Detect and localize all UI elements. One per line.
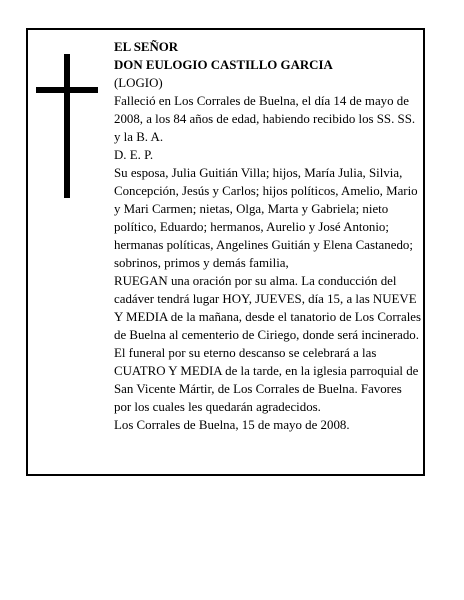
request-text: una oración por su alma. La conducción del cadáver tendrá lugar HOY, JUEVES, día 15, a las NUEVE Y MEDIA de la mañana, desde el tanatorio de Los Corrales de Buelna al cementerio de Ciriego, donde será incinerado. El funeral por su eterno descanso se celebrará a las CUATRO Y MEDIA de la tarde, en la iglesia parroquial de San Vicente Mártir, de Los Corrales de Buelna. Favores por los cuales les quedarán agradecidos. [114, 274, 422, 414]
obituary-alias: (LOGIO) [114, 76, 163, 90]
obituary-content [114, 38, 422, 434]
cross-icon [36, 54, 98, 198]
request-paragraph [114, 272, 422, 416]
cross-horizontal-bar [36, 87, 98, 93]
death-notice: Falleció en Los Corrales de Buelna, el día 14 de mayo de 2008, a los 84 años de edad, habiendo recibido los SS. SS. y la B. A. [114, 94, 416, 144]
request-word: RUEGAN [114, 274, 168, 288]
closing-line: Los Corrales de Buelna, 15 de mayo de 2008. [114, 418, 350, 432]
family-text: Su esposa, Julia Guitián Villa; hijos, María Julia, Silvia, Concepción, Jesús y Carlos; hijos políticos, Amelio, Mario y Mari Carmen; nietas, Olga, Marta y Gabriela; nieto político, Eduardo; hermanos, Aurelio y José Antonio; hermanas políticas, Angelines Guitián y Elena Castanedo; sobrinos, primos y demás familia, [114, 166, 418, 270]
cross-vertical-bar [64, 54, 70, 198]
obituary-title-line-1: EL SEÑOR [114, 40, 179, 54]
rip-text: D. E. P. [114, 148, 154, 162]
obituary-title-line-2: DON EULOGIO CASTILLO GARCIA [114, 58, 333, 72]
